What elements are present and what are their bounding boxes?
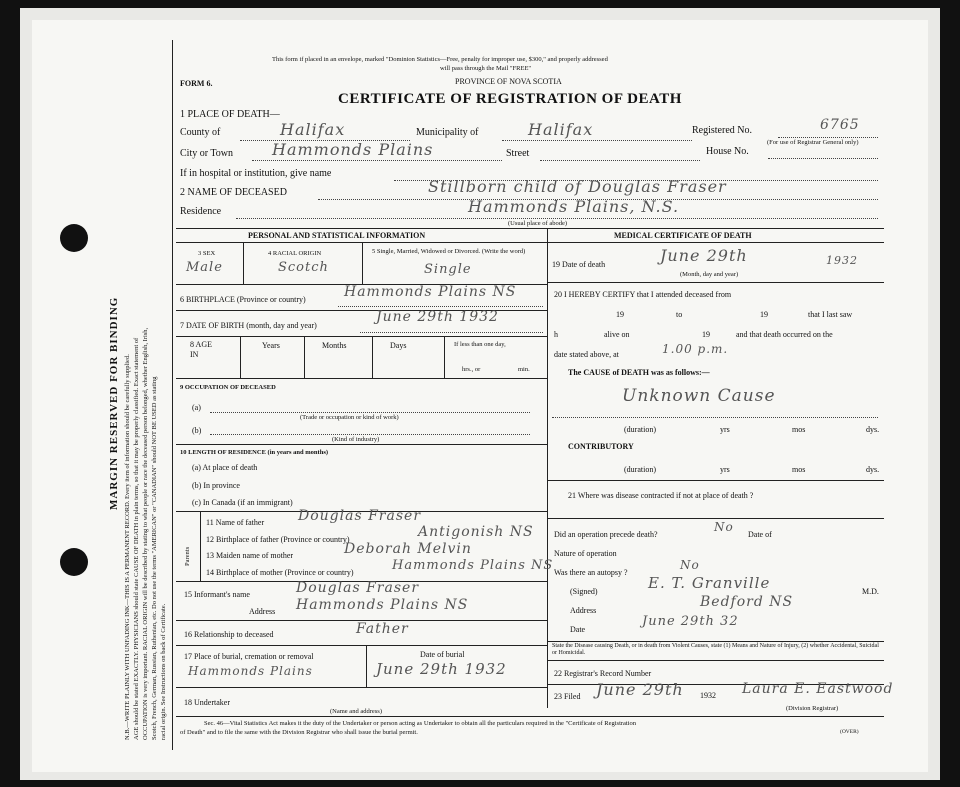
father-birthplace-value: Antigonish NS (418, 524, 534, 540)
mother-birthplace-value: Hammonds Plains NS (392, 558, 554, 573)
contributory-label: CONTRIBUTORY (568, 442, 634, 451)
filed-value: June 29th (596, 680, 684, 699)
min-label: min. (518, 366, 530, 373)
residence-a: (a) At place of death (192, 463, 258, 472)
contracted-label: 21 Where was disease contracted if not at place of death ? (568, 491, 754, 500)
signed-value: E. T. Granville (648, 574, 771, 592)
certify-19-a: 19 (616, 310, 624, 319)
address-value: Bedford NS (700, 594, 794, 610)
informant-value: Douglas Fraser (296, 580, 420, 596)
margin-instruction-3: OCCUPATION is very important. RACIAL ORIGIN will be described by stating to what people or race the deceased person belonged, whether English, Irish, (142, 327, 149, 740)
province-title: PROVINCE OF NOVA SCOTIA (455, 77, 562, 86)
date-death-year: 1932 (826, 254, 858, 267)
cause-label: The CAUSE of DEATH was as follows:— (568, 368, 710, 377)
relationship-label: 16 Relationship to deceased (184, 630, 274, 639)
occupation-a: (a) (192, 403, 201, 412)
birthplace-label: 6 BIRTHPLACE (Province or country) (180, 295, 306, 304)
street-label: Street (506, 148, 530, 159)
registered-number: 6765 (820, 117, 860, 133)
signed-label: (Signed) (570, 587, 598, 596)
operation-value: No (714, 520, 734, 534)
registered-label: Registered No. (692, 125, 752, 136)
parents-label: Parents (184, 546, 191, 566)
binder-hole-bottom (60, 548, 88, 576)
footer-text-1: Sec. 46—Vital Statistics Act makes it the duty of the Undertaker or person acting as Undertaker to obtain all the particulars required in the "Certificate of Registration (204, 720, 637, 727)
city-label: City or Town (180, 148, 234, 159)
occupation-label: 9 OCCUPATION OF DECEASED (180, 384, 276, 391)
days-label: Days (390, 341, 407, 350)
envelope-note: This form if placed in an envelope, marked "Dominion Statistics—Free, penalty for improper use, $300," and properly addressed (272, 56, 608, 63)
burial-date-label: Date of burial (420, 650, 465, 659)
violent-causes-note: State the Disease causing Death, or in death from Violent Causes, state (1) Means and Nature of Injury, (2) whether Accidental, Suicidal or Homicidal. (552, 643, 879, 656)
racial-value: Scotch (278, 260, 329, 275)
burial-date-value: June 29th 1932 (376, 660, 507, 678)
father-birthplace-label: 12 Birthplace of father (Province or country) (206, 535, 350, 544)
date-death-value: June 29th (660, 246, 748, 265)
deceased-name-label: 2 NAME OF DECEASED (180, 187, 287, 198)
autopsy-value: No (680, 558, 700, 572)
birthplace-value: Hammonds Plains NS (344, 284, 517, 300)
burial-place-label: 17 Place of burial, cremation or removal (184, 652, 314, 661)
duration-dys: dys. (866, 425, 880, 434)
occupation-b-note: (Kind of industry) (332, 436, 380, 443)
residence-label: Residence (180, 206, 222, 217)
racial-label: 4 RACIAL ORIGIN (268, 250, 322, 257)
duration-label: (duration) (624, 425, 656, 434)
sex-value: Male (186, 260, 223, 275)
duration-mos: mos (792, 425, 806, 434)
record-number-label: 22 Registrar's Record Number (554, 669, 652, 678)
contrib-dys: dys. (866, 465, 880, 474)
autopsy-label: Was there an autopsy ? (554, 568, 628, 577)
contrib-mos: mos (792, 465, 806, 474)
municipality-label: Municipality of (416, 127, 479, 138)
undertaker-note: (Name and address) (330, 708, 382, 715)
certify-h: h (554, 330, 558, 339)
time-of-death: 1.00 p.m. (662, 342, 729, 356)
residence-b: (b) In province (192, 481, 240, 490)
certify-19-c: 19 (702, 330, 710, 339)
marital-value: Single (424, 262, 472, 277)
residence-value: Hammonds Plains, N.S. (468, 197, 680, 216)
marital-label: 5 Single, Married, Widowed or Divorced. (Write the word) (372, 248, 526, 255)
sex-label: 3 SEX (198, 250, 216, 257)
footer-over: (OVER) (840, 729, 859, 735)
margin-rule (172, 40, 173, 750)
age-label: 8 AGE IN (190, 340, 212, 359)
hospital-label: If in hospital or institution, give name (180, 168, 332, 179)
mother-label: 13 Maiden name of mother (206, 551, 294, 560)
division-registrar-signature: Laura E. Eastwood (742, 681, 894, 697)
informant-address-label: Address (249, 607, 276, 616)
binding-margin-label: MARGIN RESERVED FOR BINDING (108, 296, 120, 510)
operation-label: Did an operation precede death? (554, 530, 658, 539)
mother-value: Deborah Melvin (344, 541, 472, 557)
residence-note: (Usual place of abode) (508, 220, 568, 227)
burial-place-value: Hammonds Plains (188, 664, 313, 678)
filed-label: 23 Filed (554, 692, 581, 701)
city-value: Hammonds Plains (272, 140, 434, 159)
certify-last-saw: that I last saw (808, 310, 853, 319)
dob-label: 7 DATE OF BIRTH (month, day and year) (180, 321, 317, 330)
mother-birthplace-label: 14 Birthplace of mother (Province or country) (206, 568, 354, 577)
binder-hole-top (60, 224, 88, 252)
envelope-note-2: will pass through the Mail "FREE" (440, 65, 532, 72)
registrar-note: (For use of Registrar General only) (767, 139, 859, 146)
residence-c: (c) In Canada (if an immigrant) (192, 498, 293, 507)
division-registrar-note: (Division Registrar) (786, 705, 839, 712)
certify-19-b: 19 (760, 310, 768, 319)
dob-value: June 29th 1932 (376, 309, 499, 325)
date-of-label: Date of (748, 530, 772, 539)
undertaker-label: 18 Undertaker (184, 698, 230, 707)
md-label: M.D. (862, 587, 879, 596)
column-divider (547, 228, 548, 708)
address-label: Address (570, 606, 597, 615)
personal-heading: PERSONAL AND STATISTICAL INFORMATION (248, 231, 426, 240)
margin-instruction-2: AGE should be stated EXACTLY. PHYSICIANS should state CAUSE OF DEATH in plain terms, so that it may be properly classified. Exact statement of (133, 337, 140, 740)
certify-death-occurred: and that death occurred on the (736, 330, 833, 339)
margin-instruction-4: Scotch, French, German, Russian, Ruthenian, etc. Do not use the terms "AMERICAN" or "CANADIAN" should NOT BE USED as stating (151, 376, 158, 740)
length-residence-label: 10 LENGTH OF RESIDENCE (in years and months) (180, 449, 329, 456)
nature-label: Nature of operation (554, 549, 617, 558)
occupation-b: (b) (192, 426, 202, 435)
date-value: June 29th 32 (642, 614, 739, 629)
contrib-yrs: yrs (720, 465, 730, 474)
medical-heading: MEDICAL CERTIFICATE OF DEATH (614, 231, 752, 240)
filed-year: 1932 (700, 691, 716, 700)
years-label: Years (262, 341, 280, 350)
margin-instruction-5: racial origin. See Instructions on back of Certificate. (160, 603, 167, 740)
certify-text: 20 I HEREBY CERTIFY that I attended deceased from (554, 290, 732, 299)
relationship-value: Father (356, 621, 409, 637)
certify-date-stated: date stated above, at (554, 350, 619, 359)
form-number: FORM 6. (180, 79, 213, 88)
father-value: Douglas Fraser (298, 508, 422, 524)
contrib-duration-label: (duration) (624, 465, 656, 474)
informant-address-value: Hammonds Plains NS (296, 597, 469, 613)
date-label: Date (570, 625, 586, 634)
less-day-label: If less than one day, (454, 341, 506, 348)
duration-yrs: yrs (720, 425, 730, 434)
months-label: Months (322, 341, 347, 350)
date-death-note: (Month, day and year) (680, 271, 739, 278)
informant-label: 15 Informant's name (184, 590, 250, 599)
hrs-label: hrs., or (462, 366, 481, 373)
footer-text-2: of Death" and to file the same with the Division Registrar who shall issue the burial permit. (180, 729, 418, 736)
occupation-a-note: (Trade or occupation or kind of work) (300, 414, 399, 421)
certify-alive-on: alive on (604, 330, 630, 339)
county-label: County of (180, 127, 221, 138)
deceased-name-value: Stillborn child of Douglas Fraser (428, 177, 727, 196)
house-label: House No. (706, 146, 749, 157)
father-label: 11 Name of father (206, 518, 265, 527)
cause-value: Unknown Cause (622, 386, 776, 406)
document-title: CERTIFICATE OF REGISTRATION OF DEATH (338, 91, 682, 107)
municipality-value: Halifax (528, 120, 594, 139)
margin-instruction-1: N.B.—WRITE PLAINLY WITH UNFADING INK—THIS IS A PERMANENT RECORD. Every item of information should be carefully supplied. (124, 354, 131, 740)
certify-to: to (676, 310, 683, 319)
date-death-label: 19 Date of death (552, 260, 606, 269)
place-heading: 1 PLACE OF DEATH— (180, 109, 280, 120)
county-value: Halifax (280, 120, 346, 139)
